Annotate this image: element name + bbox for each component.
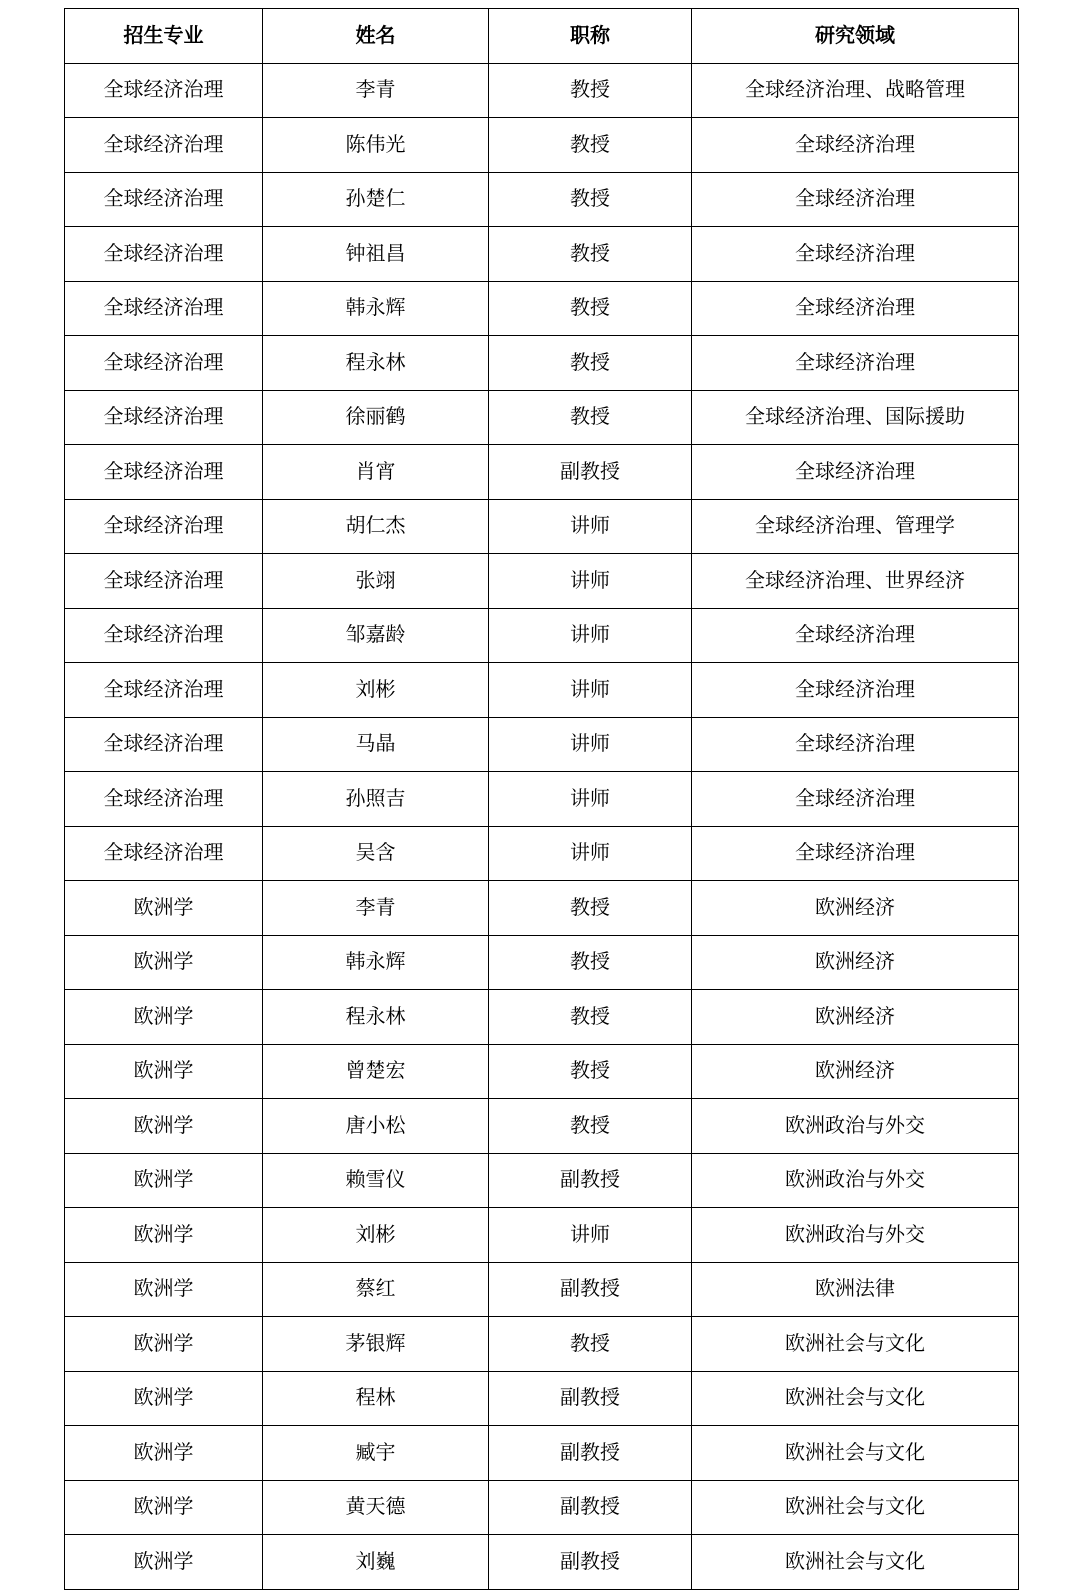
table-row [65, 227, 1019, 282]
cell-field: 全球经济治理 [692, 826, 1019, 881]
table-row [65, 1480, 1019, 1535]
cell-title: 讲师 [489, 1208, 692, 1263]
cell-major: 全球经济治理 [65, 717, 263, 772]
cell-major: 欧洲学 [65, 881, 263, 936]
cell-field: 全球经济治理 [692, 281, 1019, 336]
cell-name: 李青 [263, 63, 489, 118]
cell-title: 教授 [489, 1317, 692, 1372]
cell-major: 欧洲学 [65, 1044, 263, 1099]
table-row [65, 1153, 1019, 1208]
cell-field: 欧洲经济 [692, 1044, 1019, 1099]
cell-major: 欧洲学 [65, 935, 263, 990]
cell-major: 欧洲学 [65, 1317, 263, 1372]
cell-major: 欧洲学 [65, 1480, 263, 1535]
cell-title: 教授 [489, 281, 692, 336]
cell-major: 全球经济治理 [65, 281, 263, 336]
cell-title: 副教授 [489, 1262, 692, 1317]
cell-name: 唐小松 [263, 1099, 489, 1154]
table-row [65, 445, 1019, 500]
cell-title: 教授 [489, 63, 692, 118]
table-row [65, 881, 1019, 936]
cell-field: 全球经济治理、国际援助 [692, 390, 1019, 445]
cell-field: 全球经济治理、管理学 [692, 499, 1019, 554]
cell-title: 副教授 [489, 1426, 692, 1481]
cell-name: 程永林 [263, 990, 489, 1045]
table-row [65, 990, 1019, 1045]
cell-name: 韩永辉 [263, 935, 489, 990]
table-row [65, 1262, 1019, 1317]
cell-major: 全球经济治理 [65, 772, 263, 827]
cell-field: 欧洲政治与外交 [692, 1208, 1019, 1263]
cell-major: 全球经济治理 [65, 172, 263, 227]
cell-major: 全球经济治理 [65, 118, 263, 173]
cell-field: 全球经济治理 [692, 663, 1019, 718]
table-row [65, 63, 1019, 118]
cell-title: 副教授 [489, 1535, 692, 1590]
cell-name: 韩永辉 [263, 281, 489, 336]
cell-name: 刘彬 [263, 663, 489, 718]
cell-name: 臧宇 [263, 1426, 489, 1481]
table-row [65, 554, 1019, 609]
cell-name: 赖雪仪 [263, 1153, 489, 1208]
column-header-major: 招生专业 [65, 9, 263, 64]
table-row [65, 826, 1019, 881]
cell-title: 副教授 [489, 445, 692, 500]
cell-field: 全球经济治理 [692, 336, 1019, 391]
cell-title: 讲师 [489, 772, 692, 827]
cell-name: 张翊 [263, 554, 489, 609]
table-row [65, 1099, 1019, 1154]
cell-field: 全球经济治理 [692, 608, 1019, 663]
cell-name: 黄天德 [263, 1480, 489, 1535]
cell-major: 全球经济治理 [65, 336, 263, 391]
cell-field: 欧洲法律 [692, 1262, 1019, 1317]
cell-title: 讲师 [489, 826, 692, 881]
faculty-table [64, 8, 1019, 1590]
cell-field: 全球经济治理 [692, 227, 1019, 282]
table-row [65, 1044, 1019, 1099]
cell-title: 副教授 [489, 1153, 692, 1208]
cell-title: 讲师 [489, 717, 692, 772]
table-row [65, 172, 1019, 227]
cell-title: 教授 [489, 172, 692, 227]
table-row [65, 118, 1019, 173]
cell-title: 教授 [489, 1099, 692, 1154]
cell-title: 教授 [489, 935, 692, 990]
cell-major: 欧洲学 [65, 1535, 263, 1590]
cell-title: 教授 [489, 390, 692, 445]
table-row [65, 390, 1019, 445]
table-row [65, 499, 1019, 554]
cell-major: 全球经济治理 [65, 826, 263, 881]
cell-field: 全球经济治理 [692, 772, 1019, 827]
cell-major: 全球经济治理 [65, 554, 263, 609]
cell-major: 全球经济治理 [65, 663, 263, 718]
cell-name: 钟祖昌 [263, 227, 489, 282]
cell-major: 欧洲学 [65, 1099, 263, 1154]
cell-name: 孙楚仁 [263, 172, 489, 227]
column-header-name: 姓名 [263, 9, 489, 64]
cell-field: 欧洲社会与文化 [692, 1426, 1019, 1481]
cell-field: 全球经济治理 [692, 118, 1019, 173]
cell-major: 欧洲学 [65, 1262, 263, 1317]
table-row [65, 717, 1019, 772]
cell-title: 教授 [489, 881, 692, 936]
cell-field: 欧洲社会与文化 [692, 1371, 1019, 1426]
cell-name: 刘彬 [263, 1208, 489, 1263]
cell-major: 全球经济治理 [65, 499, 263, 554]
table-body [65, 63, 1019, 1589]
cell-field: 全球经济治理 [692, 717, 1019, 772]
column-header-field: 研究领域 [692, 9, 1019, 64]
table-row [65, 336, 1019, 391]
cell-major: 欧洲学 [65, 1426, 263, 1481]
table-row [65, 772, 1019, 827]
cell-name: 程林 [263, 1371, 489, 1426]
cell-title: 讲师 [489, 663, 692, 718]
cell-name: 茅银辉 [263, 1317, 489, 1372]
table-row [65, 608, 1019, 663]
table-row [65, 1426, 1019, 1481]
cell-major: 全球经济治理 [65, 390, 263, 445]
cell-title: 教授 [489, 227, 692, 282]
cell-title: 讲师 [489, 608, 692, 663]
cell-title: 副教授 [489, 1480, 692, 1535]
table-row [65, 1535, 1019, 1590]
table-row [65, 663, 1019, 718]
cell-field: 欧洲政治与外交 [692, 1153, 1019, 1208]
cell-title: 副教授 [489, 1371, 692, 1426]
cell-name: 程永林 [263, 336, 489, 391]
column-header-title: 职称 [489, 9, 692, 64]
cell-name: 肖宵 [263, 445, 489, 500]
cell-name: 陈伟光 [263, 118, 489, 173]
cell-field: 欧洲社会与文化 [692, 1480, 1019, 1535]
cell-major: 欧洲学 [65, 1371, 263, 1426]
cell-name: 孙照吉 [263, 772, 489, 827]
cell-field: 全球经济治理、世界经济 [692, 554, 1019, 609]
cell-major: 欧洲学 [65, 1208, 263, 1263]
cell-field: 全球经济治理 [692, 445, 1019, 500]
cell-title: 讲师 [489, 554, 692, 609]
cell-title: 讲师 [489, 499, 692, 554]
cell-field: 欧洲经济 [692, 990, 1019, 1045]
cell-field: 欧洲社会与文化 [692, 1317, 1019, 1372]
cell-major: 全球经济治理 [65, 608, 263, 663]
cell-major: 欧洲学 [65, 990, 263, 1045]
cell-name: 李青 [263, 881, 489, 936]
cell-field: 全球经济治理、战略管理 [692, 63, 1019, 118]
cell-title: 教授 [489, 1044, 692, 1099]
cell-title: 教授 [489, 336, 692, 391]
cell-name: 胡仁杰 [263, 499, 489, 554]
cell-field: 欧洲社会与文化 [692, 1535, 1019, 1590]
cell-field: 欧洲经济 [692, 881, 1019, 936]
cell-name: 邹嘉龄 [263, 608, 489, 663]
table-row [65, 1317, 1019, 1372]
cell-name: 徐丽鹤 [263, 390, 489, 445]
cell-name: 马晶 [263, 717, 489, 772]
table-row [65, 935, 1019, 990]
table-header-row [65, 9, 1019, 64]
cell-name: 蔡红 [263, 1262, 489, 1317]
cell-title: 教授 [489, 990, 692, 1045]
cell-name: 刘巍 [263, 1535, 489, 1590]
table-row [65, 1208, 1019, 1263]
cell-field: 全球经济治理 [692, 172, 1019, 227]
cell-field: 欧洲经济 [692, 935, 1019, 990]
table-row [65, 281, 1019, 336]
cell-title: 教授 [489, 118, 692, 173]
cell-name: 吴含 [263, 826, 489, 881]
cell-name: 曾楚宏 [263, 1044, 489, 1099]
cell-field: 欧洲政治与外交 [692, 1099, 1019, 1154]
cell-major: 全球经济治理 [65, 63, 263, 118]
cell-major: 全球经济治理 [65, 227, 263, 282]
table-row [65, 1371, 1019, 1426]
table-header [65, 9, 1019, 64]
cell-major: 全球经济治理 [65, 445, 263, 500]
cell-major: 欧洲学 [65, 1153, 263, 1208]
